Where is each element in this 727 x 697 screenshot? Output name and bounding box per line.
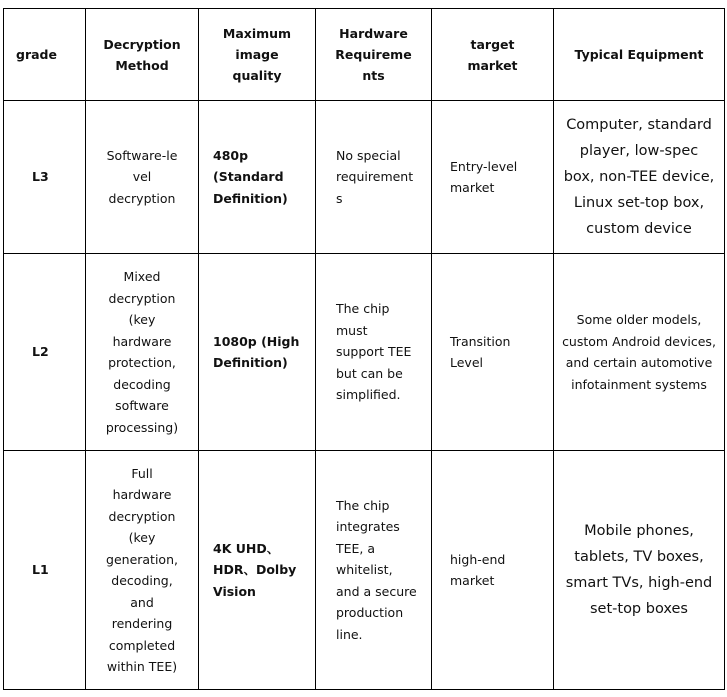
cell-target-market: high-end market xyxy=(432,451,554,690)
cell-max-image-quality: 480p (Standard Definition) xyxy=(199,101,316,254)
cell-grade: L3 xyxy=(4,101,86,254)
cell-max-image-quality: 1080p (High Definition) xyxy=(199,254,316,451)
cell-target-market: Transition Level xyxy=(432,254,554,451)
table-row xyxy=(4,254,725,451)
cell-hardware-requirements: The chip must support TEE but can be simplified. xyxy=(316,254,432,451)
cell-decryption-method: Full hardware decryption (key generation, decoding, and rendering completed within TEE) xyxy=(86,451,199,690)
cell-grade: L2 xyxy=(4,254,86,451)
drm-levels-table xyxy=(3,8,725,690)
cell-decryption-method: Mixed decryption (key hardware protection, decoding software processing) xyxy=(86,254,199,451)
cell-grade: L1 xyxy=(4,451,86,690)
header-row xyxy=(4,9,725,101)
header-max-image-quality: Maximum image quality xyxy=(199,9,316,101)
cell-max-image-quality: 4K UHD、 HDR、Dolby Vision xyxy=(199,451,316,690)
cell-typical-equipment: Mobile phones, tablets, TV boxes, smart TVs, high-end set-top boxes xyxy=(554,451,725,690)
cell-typical-equipment: Some older models, custom Android devices, and certain automotive infotainment systems xyxy=(554,254,725,451)
cell-target-market: Entry-level market xyxy=(432,101,554,254)
cell-hardware-requirements: The chip integrates TEE, a whitelist, and a secure production line. xyxy=(316,451,432,690)
header-grade: grade xyxy=(4,9,86,101)
header-hardware-requirements: Hardware Requireme nts xyxy=(316,9,432,101)
table-row xyxy=(4,101,725,254)
header-decryption-method: Decryption Method xyxy=(86,9,199,101)
table-row xyxy=(4,451,725,690)
header-typical-equipment: Typical Equipment xyxy=(554,9,725,101)
cell-decryption-method: Software-le vel decryption xyxy=(86,101,199,254)
cell-hardware-requirements: No special requirement s xyxy=(316,101,432,254)
cell-typical-equipment: Computer, standard player, low-spec box, non-TEE device, Linux set-top box, custom device xyxy=(554,101,725,254)
header-target-market: target market xyxy=(432,9,554,101)
